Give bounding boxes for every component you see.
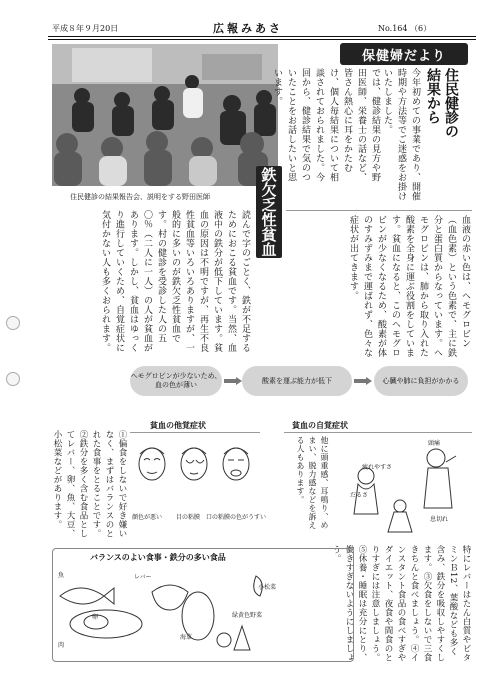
article-text-col3: 今年初めての事業であり、開催時期や方法等でご迷惑をお掛けいたしました。 [382,68,420,201]
article-headline: 住民健診の 結果から [425,68,459,138]
flow-step-3: 心臓や肺に負担がかかる [374,366,468,396]
issue-date: 平成８年９月20日 [52,24,119,33]
flow-step-1: ヘモグロビンが少ないため、血の色が薄い [130,366,222,396]
food-label-komatsuna: 小松菜 [258,584,277,591]
food-label-vegetables: 緑黄色野菜 [232,612,263,619]
symptom-label-eye: 目の粘膜 [176,514,201,521]
tired-people-icon [336,436,472,536]
flow-arrow-icon [224,377,242,385]
symptom-label-pale: 顔色が悪い [132,514,163,521]
symptom-label-headache: 頭痛 [428,440,441,447]
column-banner: 保健婦だより [340,43,468,65]
food-label-meat: 肉 [58,642,65,649]
food-label-liver: レバー [134,574,152,581]
symptom-label-mouth: 口の粘膜の色がうすい [206,514,267,521]
flow-arrow-icon [354,377,372,385]
anemia-title: 鉄欠乏性貧血 [256,166,282,258]
food-label-seaweed: 海草 [180,634,193,641]
binder-hole [6,372,20,386]
issue-number: No.164 （6） [378,24,432,33]
advice-text: ①偏食をしないで好き嫌いなく、まずはバランスのとれた食事をとることです。②鉄分を多く含む食品としてレバー、卵、魚、大豆、小松菜などがあります。 [52,430,127,538]
photo-caption: 住民健診の結果報告会、説明をする野田医師 [70,193,210,201]
article-text-col2: では、健診結果の見方や野田医師、栄養士の話など、皆さん熱心に耳をかたむけ、個人毎結果について相談されておられました。今回から、健診結果で気のついたことをお話したいと思います。 [272,68,380,182]
face-illustrations-icon [132,440,260,500]
food-label-fish: 魚 [58,572,65,579]
advice-text-2: 特にレバーはたん白質やビタミンＢ12、葉酸なども多く含み、鉄分を吸収しやすくします。③欠食をしないで三食きちんと食べましょう。④インスタント食品の食べすぎやダイエット、夜食や間食のとりすぎには注意しましょう。⑤休養・睡眠は充分にとり、働きすぎないようにしましょう。 [331,545,471,662]
hemoglobin-flow [130,362,470,400]
symptom-label-fatigue: 疲れやすさ [362,464,393,471]
self-symptoms-rule [284,432,472,433]
symptom-label-dull: だるさ [350,492,369,499]
other-symptoms-title: 貧血の他覚症状 [150,421,206,430]
symptom-label-breath: 息切れ [430,516,449,523]
binder-hole [6,316,20,330]
publication-title: 広報みあさ [213,22,283,35]
self-symptoms-title: 貧血の自覚症状 [292,421,348,430]
header-rule [48,36,476,37]
flow-step-2: 酸素を運ぶ能力が低下 [242,366,352,396]
header-rule-thin [48,39,476,40]
section-rule [286,210,472,211]
other-symptoms-rule [130,432,260,433]
food-label-egg: 卵 [92,614,99,621]
qa-text: 血液の赤い色は、ヘモグロビン（血色素）という色素で、主に鉄分と蛋白質からなっています。ヘモグロビンは、肺から取り入れた酸素を全身に運ぶ役割をしています。貧血になると、このヘモグロビンが少なくなるため、酸素が体のすみずみまで運ばれず、色々な症状が出てきます。 [348,215,470,358]
self-symptoms-text: 他に頭重感、耳鳴り、めまい、脱力感などを訴える人もあります。 [296,436,329,530]
food-box-title: バランスのよい食事・鉄分の多い食品 [90,553,226,562]
anemia-text: 読んで字のごとく、鉄が不足するためにおこる貧血です。当然、血液中の鉄分が低下しています。貧血の原因は不明ですが、再生不良性貧血等いろいろありますが、一般的に多いのが鉄欠乏性貧血です。村の健診を受診した人の五〇％（二人に一人）の人が貧血があります。しかし、貧血はゆっくり進行していくため、自覚症状に気付かない人も多くおられます。 [100,210,250,353]
meeting-photo [52,44,278,186]
